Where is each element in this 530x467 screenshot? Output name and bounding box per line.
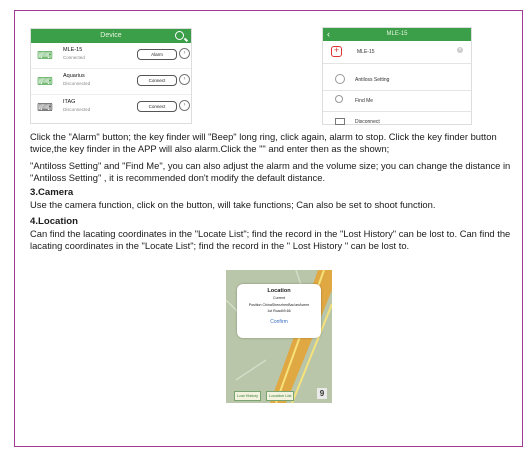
alarm-button[interactable]: Alarm (137, 49, 177, 60)
camera-text: Use the camera function, click on the button, will take functions; Can also be set to shoot function. (30, 199, 436, 210)
device-status: Disconnected (63, 107, 91, 112)
location-heading: 4.Location (30, 216, 78, 227)
device-name: MLE-15 (63, 47, 83, 53)
confirm-button[interactable]: Confirm (270, 318, 288, 325)
popup-line: 1st Road49.66 (267, 309, 291, 314)
device-status: Connected (63, 55, 85, 60)
search-icon (335, 95, 343, 103)
location-text: Can find the lacating coordinates in the "Locate List"; find the record in the "Lost History" can be lost to. Can find the lacating coordinates in the "Locate List"; find the record in the " Lost History " can be lost to. (30, 228, 511, 252)
popup-line: Position ChinaShenzhenBao'anAvene (248, 302, 310, 307)
menu-item-label: Disconnect (355, 119, 380, 125)
device-name: ITAG (63, 99, 76, 105)
map-screenshot (226, 270, 332, 403)
antiloss-instructions: "Antiloss Setting" and "Find Me", you can also adjust the alarm and the volume size; you can change the distance in "Antiloss Setting" , it is recommended don't modify the default distance. (30, 160, 511, 184)
device-row[interactable] (31, 69, 191, 95)
location-popup (237, 284, 321, 338)
menu-item-find-me[interactable] (323, 91, 471, 112)
menu-item-label: Find Me (355, 98, 374, 104)
device-title: Device (100, 32, 122, 39)
connect-button[interactable]: Connect (137, 101, 177, 112)
chevron-right-icon[interactable]: › (179, 74, 190, 85)
device-detail-screenshot (322, 27, 472, 125)
device-status: Disconnected (63, 81, 91, 86)
gear-icon (335, 74, 345, 84)
device-row[interactable] (31, 43, 191, 69)
menu-item-antiloss[interactable] (323, 70, 471, 91)
clear-icon[interactable]: × (458, 47, 462, 53)
device-name-field[interactable]: MLE-15 (357, 49, 375, 55)
device-list-screenshot (30, 28, 192, 124)
back-icon[interactable]: ‹ (327, 29, 330, 39)
chevron-right-icon[interactable]: › (179, 100, 190, 111)
keyfinder-icon: ⌨ (37, 50, 53, 62)
detail-title: MLE-15 (386, 31, 408, 37)
menu-item-label: Antiloss Setting (355, 77, 390, 83)
map-corner-badge: 9 (317, 388, 327, 399)
alarm-instructions: Click the "Alarm" button; the key finder will "Beep" long ring, click again, alarm to stop. Click the key finder button twice,the key finder in the APP will also alarm.Click the "" and enter then as the shown; (30, 131, 497, 155)
lost-history-button[interactable]: Lost History (234, 391, 261, 401)
disconnect-icon (335, 118, 345, 125)
connect-button[interactable]: Connect (137, 75, 177, 86)
device-name-row (323, 41, 471, 64)
keyfinder-icon: ⌨ (37, 76, 53, 88)
detail-title-bar (323, 28, 471, 41)
camera-heading: 3.Camera (30, 187, 74, 198)
device-row[interactable] (31, 95, 191, 120)
chevron-right-icon[interactable]: › (179, 48, 190, 59)
menu-item-disconnect[interactable] (323, 112, 471, 132)
device-title-bar (31, 29, 191, 43)
device-name: Aquarius (63, 73, 85, 79)
location-list-button[interactable]: Location List (266, 391, 294, 401)
search-icon[interactable] (175, 31, 184, 40)
keyfinder-icon: ⌨ (37, 102, 53, 114)
popup-title: Location (267, 288, 291, 294)
popup-line: Current (273, 296, 285, 300)
alarm-icon[interactable]: + (331, 46, 342, 57)
